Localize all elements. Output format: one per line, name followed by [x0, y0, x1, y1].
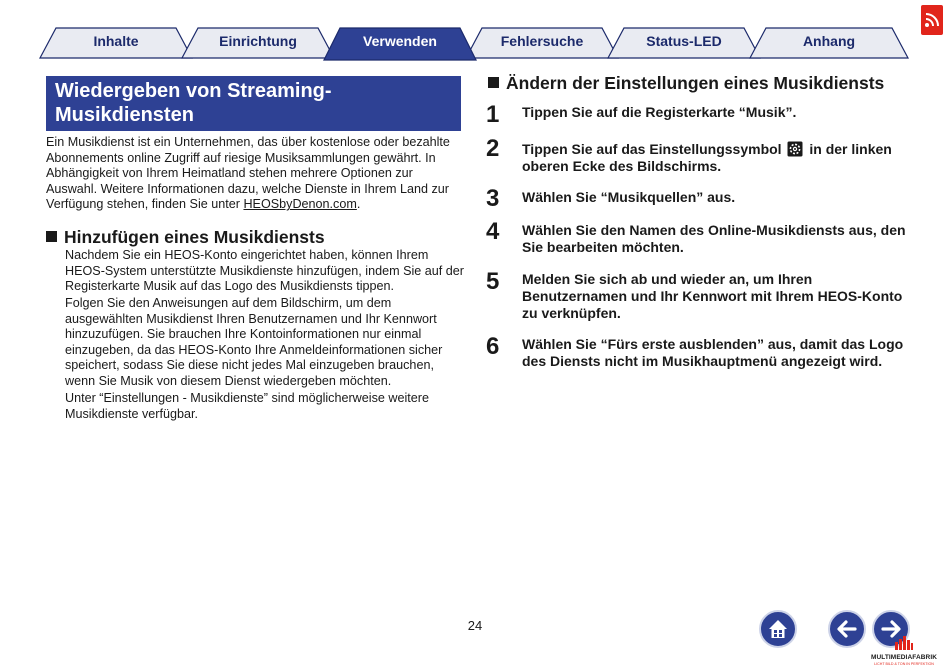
home-button[interactable]	[759, 610, 797, 648]
intro-end: .	[356, 197, 361, 212]
step-text-3: Wählen Sie “Musikquellen” aus.	[522, 189, 736, 205]
tab-bar	[0, 0, 950, 62]
step-number-6: 6	[486, 333, 500, 360]
section-heading-change-settings	[488, 72, 884, 94]
step-text-5: Melden Sie sich ab und wieder an, um Ihren Benutzernamen und Ihr Kennwort mit Ihrem HEOS-Konto zu verknüpfen.	[522, 271, 903, 321]
home-icon	[766, 617, 790, 641]
step-text-2-after: in der linken oberen Ecke des Bildschirms.	[522, 141, 892, 174]
section-heading-add-service	[46, 226, 325, 248]
step-text-2-before: Tippen Sie auf das Einstellungssymbol	[522, 141, 782, 157]
heos-link[interactable]: HEOSbyDenon.com	[243, 197, 357, 212]
intro-text: Ein Musikdienst ist ein Unternehmen, das über kostenlose oder bezahlte Abonnements online Zugriff auf riesige Musiksammlungen gewährt. In Abhängigkeit von Ihrem Heimatland stehen mehrere Optionen zur Auswahl. Weitere Informationen dazu, welche Dienste in Ihrem Land zur Verfügung stehen, finden Sie unter	[46, 135, 450, 212]
arrow-left-icon	[835, 617, 859, 641]
tab-inhalte[interactable]: Inhalte	[93, 33, 139, 49]
square-bullet-icon	[46, 231, 57, 242]
step-text-2	[522, 141, 910, 175]
tab-einrichtung[interactable]: Einrichtung	[219, 33, 297, 49]
page-title: Wiedergeben von Streaming-Musikdiensten	[55, 80, 332, 126]
page-title-box	[46, 76, 461, 131]
step-number-4: 4	[486, 218, 500, 245]
tab-status-led[interactable]: Status-LED	[646, 33, 722, 49]
add-service-paragraph-3: Unter “Einstellungen - Musikdienste” sind möglicherweise weitere Musikdienste verfügbar.	[65, 391, 429, 421]
add-service-paragraph-2: Folgen Sie den Anweisungen auf dem Bildschirm, um dem ausgewählten Musikdienst Ihren Benutzernamen und Ihr Kennwort hinzuzufügen. Sie brauchen Ihre Kontoinformationen nur einmal einzugeben, da das HEOS-Konto Ihre Anmeldeinformationen sicher speichert, sodass Sie diese nicht jedes Mal einzugeben brauchen, wenn Sie Musik von diesem Dienst wiedergeben möchten.	[65, 296, 443, 388]
tab-anhang[interactable]: Anhang	[802, 33, 856, 49]
tab-fehlersuche[interactable]: Fehlersuche	[500, 33, 584, 49]
signal-waves-icon	[924, 12, 940, 28]
step-number-2: 2	[486, 135, 500, 162]
step-number-5: 5	[486, 268, 500, 295]
corner-brand-logo	[921, 5, 943, 35]
step-number-1: 1	[486, 101, 500, 128]
step-number-3: 3	[486, 185, 500, 212]
section-heading-add-service-text: Hinzufügen eines Musikdiensts	[64, 227, 325, 247]
page-number: 24	[467, 618, 483, 633]
step-text-6: Wählen Sie “Fürs erste ausblenden” aus, damit das Logo des Diensts nicht im Musikhauptmenü angezeigt wird.	[522, 336, 904, 369]
brand-name: MULTIMEDIAFABRIK	[870, 654, 938, 661]
settings-gear-icon	[787, 141, 803, 157]
step-text-1: Tippen Sie auf die Registerkarte “Musik”.	[522, 104, 797, 120]
back-button[interactable]	[828, 610, 866, 648]
step-text-4: Wählen Sie den Namen des Online-Musikdiensts aus, den Sie bearbeiten möchten.	[522, 222, 906, 255]
intro-paragraph	[46, 135, 466, 213]
section-heading-change-settings-text: Ändern der Einstellungen eines Musikdiensts	[506, 73, 885, 93]
add-service-paragraph-1: Nachdem Sie ein HEOS-Konto eingerichtet haben, können Ihrem HEOS-System unterstützte Musikdienste hinzufügen, indem Sie auf der Registerkarte Musik auf das Logo des Musikdiensts tippen.	[65, 248, 464, 294]
brand-tagline: LICHT BILD & TON IN PERFEKTION	[874, 662, 934, 666]
brand-mark-icon	[893, 630, 915, 652]
tab-verwenden[interactable]: Verwenden	[363, 33, 437, 49]
square-bullet-icon	[488, 77, 499, 88]
